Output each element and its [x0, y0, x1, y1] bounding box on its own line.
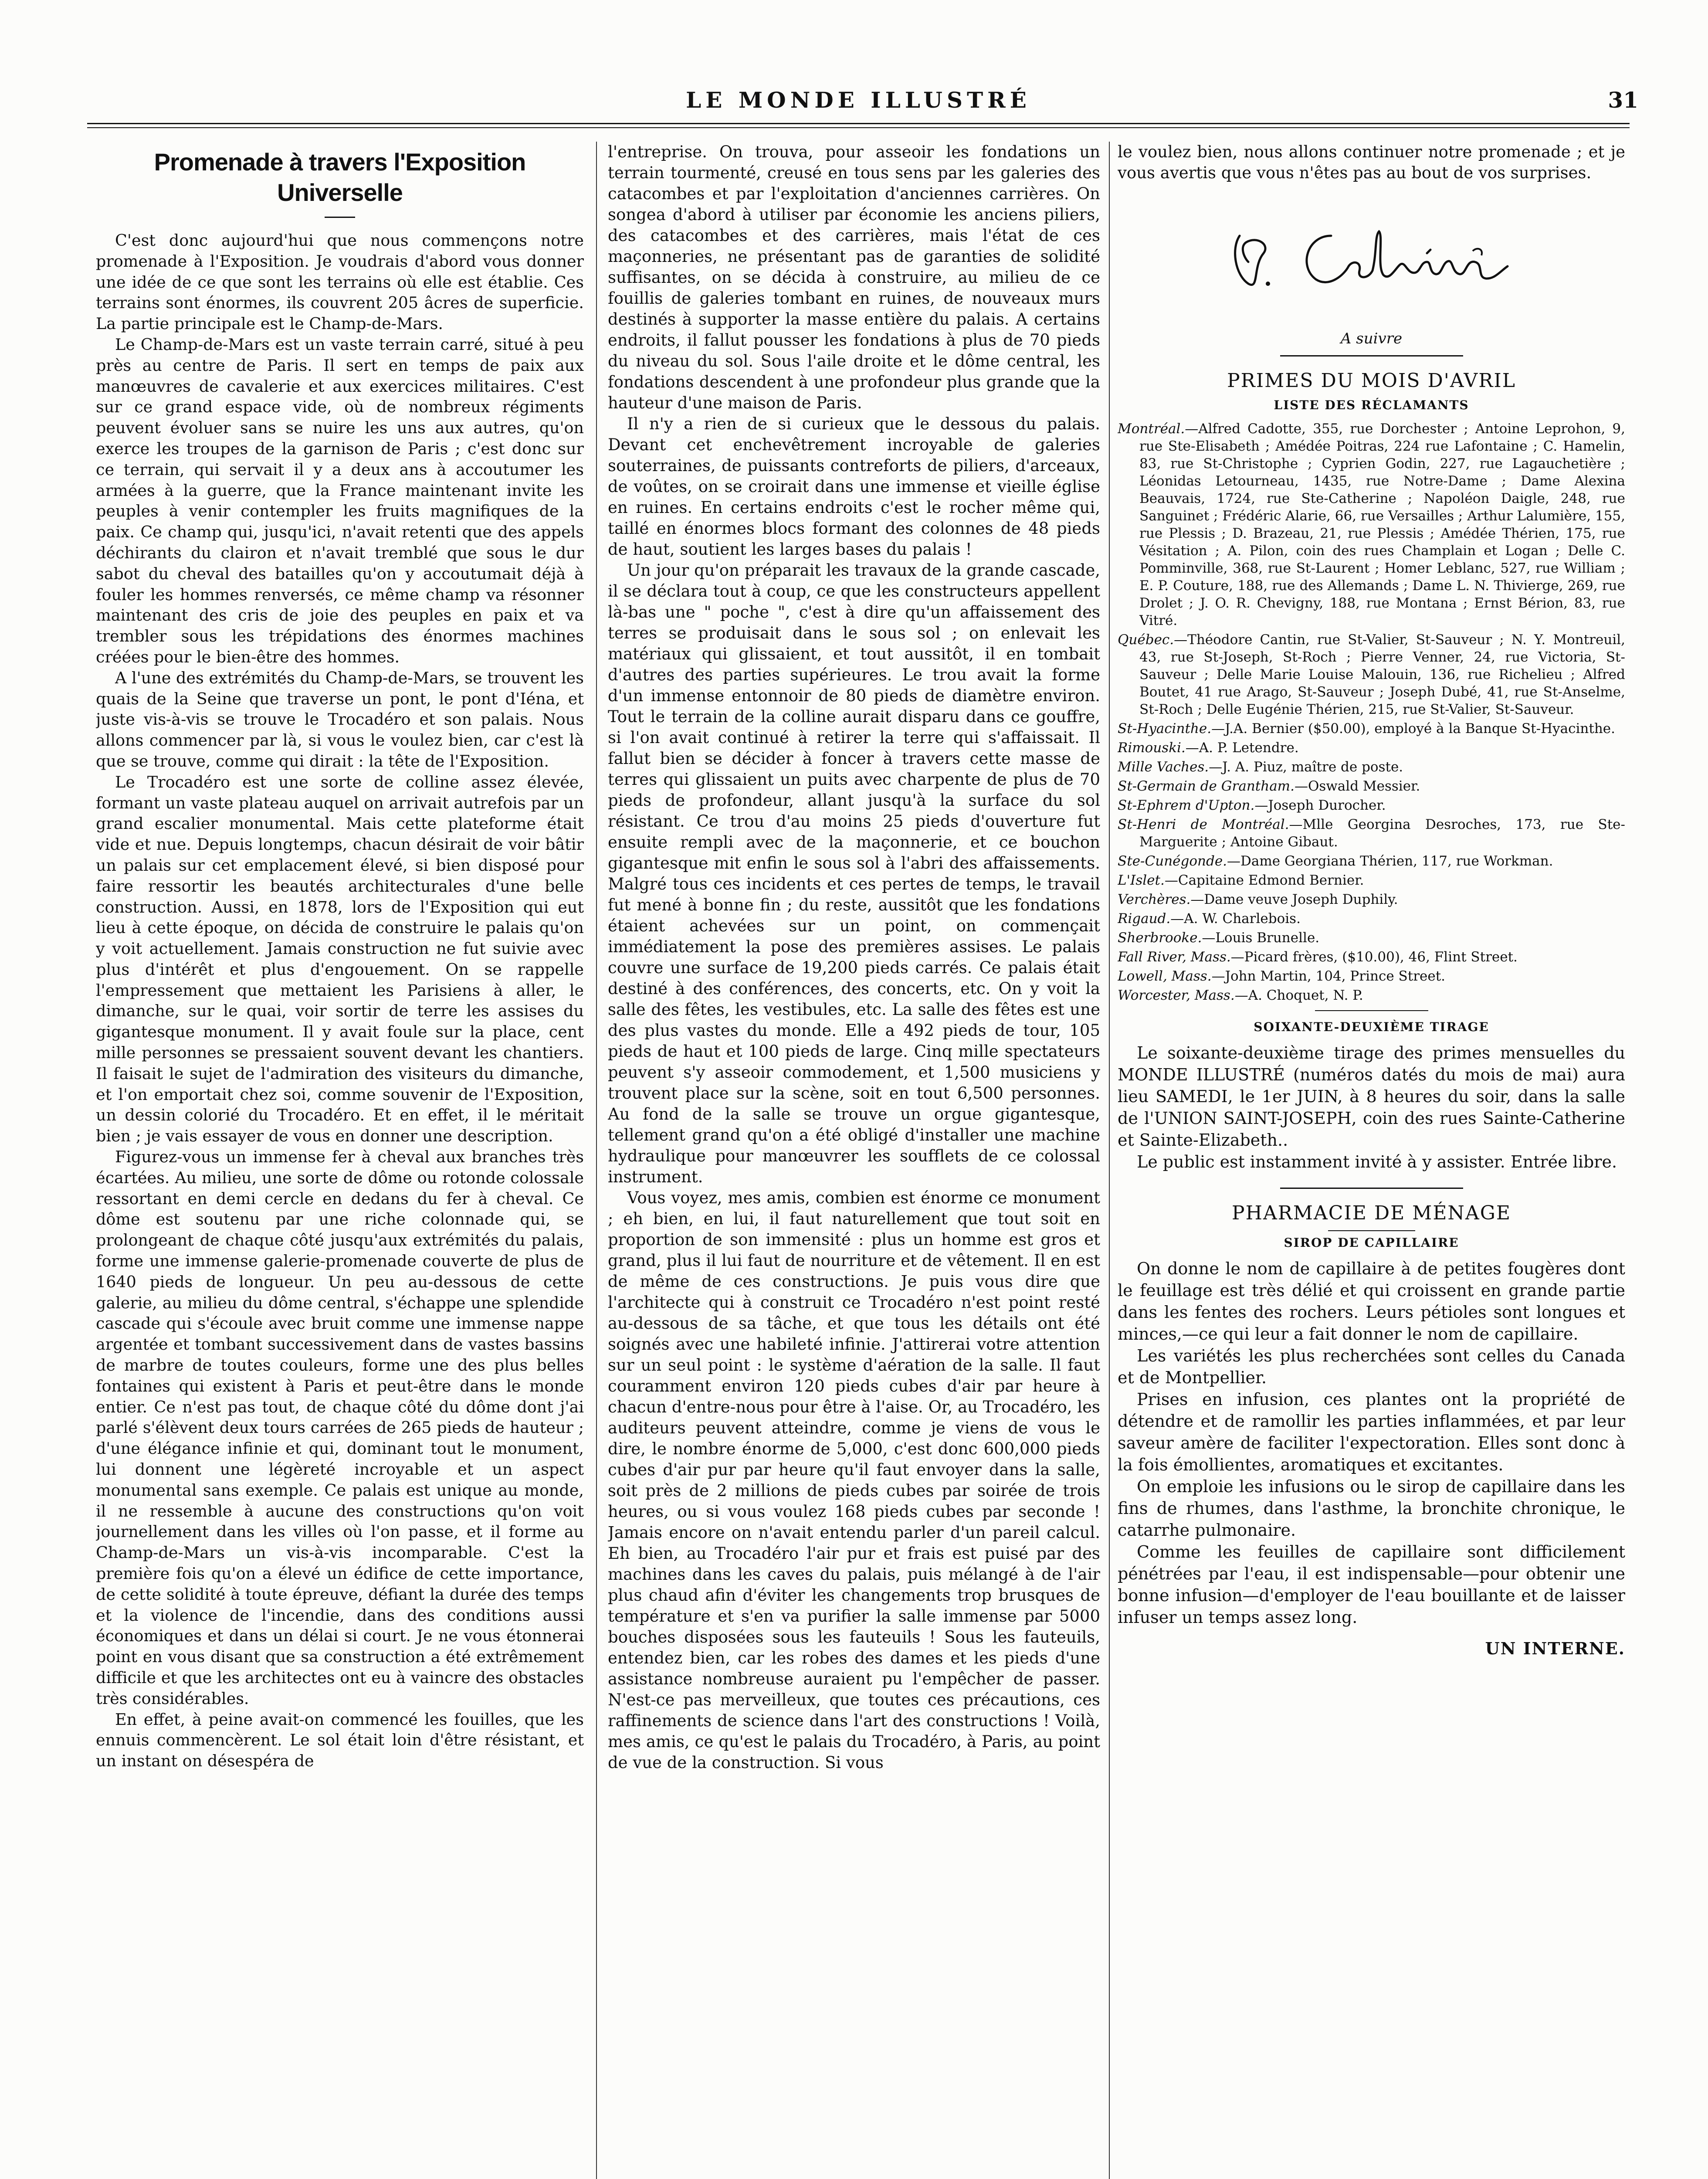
- column-2: [608, 142, 1100, 2179]
- place-name: Mille Vaches.: [1118, 759, 1209, 775]
- article-paragraph: l'entreprise. On trouva, pour asseoir les fondations un terrain tourmenté, creusé en tous sens par les galeries des catacombes et par l'exploitation d'anciennes carrières. On songea d'abord à utiliser par économie les anciens piliers, des catacombes et des carrières, mais l'état de ces maçonneries, ne présentant pas de garanties de solidité suffisantes, on se décida à construire, au milieu de ce fouillis de galeries tombant en ruines, de nouveaux murs destinés à supporter la masse entière du palais. A certains endroits, il fallut pousser les fondations à plus de 70 pieds du niveau du sol. Sous l'aile droite et le dôme central, les fondations descendent à une profondeur plus grande que la hauteur d'une maison de Paris.: [608, 143, 1100, 412]
- tirage-title: SOIXANTE-DEUXIÈME TIRAGE: [1254, 1020, 1489, 1034]
- entry-text: —Louis Brunelle.: [1202, 930, 1320, 946]
- place-name: Ste-Cunégonde.: [1118, 853, 1227, 869]
- entry-text: —Alfred Cadotte, 355, rue Dorchester ; Antoine Leprohon, 9, rue Ste-Elisabeth ; Amédée Poitras, 224 rue Lafontaine ; C. Hamelin, 83, rue St-Christophe ; Cyprien Godin, 227, rue Lagauchetière ; Léonidas Letourneau, 1435, rue Notre-Dame ; Dame Alexina Beauvais, 1724, rue Ste-Catherine ; Napoléon Daigle, 248, rue Sanguinet ; Frédéric Alarie, 66, rue Versailles ; Arthur Lalumière, 155, rue Plessis ; D. Brazeau, 21, rue Plessis ; Amédée Thérien, 175, rue Vésitation ; A. Pilon, coin des rues Champlain et Logan ; Delle C. Pomminville, 368, rue St-Laurent ; Homer Leblanc, 527, rue William ; E. P. Couture, 188, rue des Allemands ; Dame L. N. Thivierge, 269, rue Drolet ; J. O. R. Chevigny, 188, rue Montana ; Ernst Bérion, 83, rue Vitré.: [1139, 421, 1625, 628]
- tirage-section: [1118, 1020, 1625, 1173]
- entry-text: —Joseph Durocher.: [1254, 798, 1386, 813]
- place-name: Verchères.: [1118, 892, 1191, 907]
- list-item: [1118, 852, 1625, 870]
- place-name: St-Ephrem d'Upton.: [1118, 798, 1255, 813]
- column-divider: [596, 142, 597, 2179]
- list-item: [1118, 872, 1625, 889]
- entry-text: —A. Choquet, N. P.: [1234, 988, 1363, 1003]
- tirage-paragraph: Le public est instamment invité à y assister. Entrée libre.: [1137, 1152, 1617, 1171]
- tirage-paragraph: Le soixante-deuxième tirage des primes mensuelles du MONDE ILLUSTRÉ (numéros datés du mois de mai) aura lieu SAMEDI, le 1er JUIN, à 8 heures du soir, dans la salle de l'UNION SAINT-JOSEPH, coin des rues Sainte-Catherine et Sainte-Elizabeth..: [1118, 1043, 1625, 1150]
- pharmacie-paragraph: Les variétés les plus recherchées sont celles du Canada et de Montpellier.: [1118, 1346, 1625, 1387]
- list-item: [1118, 816, 1625, 851]
- column-1: [96, 142, 584, 2179]
- pharmacie-subtitle: SIROP DE CAPILLAIRE: [1284, 1235, 1459, 1250]
- article-paragraph: Vous voyez, mes amis, combien est énorme ce monument ; eh bien, en lui, il faut naturellement que tout soit en proportion de son immensité : plus un homme est gros et grand, plus il lui faut de nourriture et de vêtement. Il en est de même de ces constructions. Je puis vous dire que l'architecte qui à construit ce Trocadéro n'est point resté au-dessous de sa tâche, et que tous les détails ont été soignés avec une habileté infinie. J'attirerai votre attention sur un seul point : le système d'aération de la salle. Il faut couramment environ 120 pieds cubes d'air par heure à chacun d'entre-nous pour être à l'aise. Or, au Trocadéro, les auditeurs peuvent atteindre, comme je viens de vous le dire, le nombre énorme de 5,000, c'est donc 600,000 pieds cubes d'air pur par heure qu'il faut envoyer dans la salle, soit près de 2 millions de pieds cubes par soirée de trois heures, ou si vous voulez 168 pieds cubes par seconde ! Jamais encore on n'avait entendu parler d'un pareil calcul. Eh bien, au Trocadéro l'air pur et frais est puisé par des machines dans les caves du palais, puis mélangé à de l'air plus chaud afin d'éviter les changements trop brusques de température et s'en va purifier la salle immense par 5000 bouches disposées sous les fauteuils ! Sous les fauteuils, entendez bien, car les robes des dames et les pieds d'une assistance nombreuse auraient pu l'empêcher de passer. N'est-ce pas merveilleux, que toutes ces précautions, ces raffinements de science dans l'art des constructions ! Voilà, mes amis, ce qu'est le palais du Trocadéro, à Paris, au point de vue de la construction. Si vous: [608, 1188, 1100, 1772]
- place-name: Montréal.: [1118, 421, 1185, 437]
- entry-text: —A. P. Letendre.: [1185, 740, 1299, 756]
- place-name: L'Islet.: [1118, 872, 1165, 888]
- column-3: [1118, 142, 1625, 2179]
- list-item: [1118, 987, 1625, 1004]
- signature-image: [1222, 218, 1518, 305]
- section-rule: [1315, 1010, 1428, 1011]
- primes-title: PRIMES DU MOIS D'AVRIL: [1227, 370, 1516, 392]
- pharmacie-section: [1118, 1202, 1625, 1660]
- list-item: [1118, 967, 1625, 985]
- list-item: [1118, 910, 1625, 927]
- section-rule: [1280, 1188, 1463, 1189]
- entry-text: —John Martin, 104, Prince Street.: [1211, 968, 1446, 984]
- section-rule: [1280, 355, 1463, 356]
- entry-text: —Dame Georgiana Thérien, 117, rue Workman.: [1227, 853, 1553, 869]
- running-head: [87, 87, 1638, 122]
- list-item: [1118, 948, 1625, 966]
- place-name: Lowell, Mass.: [1118, 968, 1212, 984]
- article-paragraph: Le Trocadéro est une sorte de colline assez élevée, formant un vaste plateau auquel on arrivait autrefois par un grand escalier monumental. Mais cette plateforme était vide et nue. Depuis longtemps, chacun désirait de voir bâtir un palais sur cet emplacement élevé, si bien disposé pour faire ressortir les beautés architecturales d'une belle construction. Aussi, en 1878, lors de l'Exposition qui eut lieu à cette époque, on décida de construire le palais qu'on y voit actuellement. Jamais construction ne fut suivie avec plus d'intérêt et plus d'engouement. On se rappelle l'empressement que mettaient les Parisiens à aller, le dimanche, sur le quai, voir sortir de terre les assises du gigantesque monument. Il y avait foule sur la place, cent mille personnes se pressaient souvent devant les chantiers. Il faisait le sujet de l'admiration des visiteurs du dimanche, et l'on emportait chez soi, comme souvenir de l'Exposition, un dessin colorié du Trocadéro. Et en effet, il le méritait bien ; je vais essayer de vous en donner une description.: [96, 772, 584, 1146]
- entry-text: —Picard frères, ($10.00), 46, Flint Street.: [1230, 949, 1518, 965]
- entry-text: —Dame veuve Joseph Duphily.: [1190, 892, 1398, 907]
- article-paragraph: Un jour qu'on préparait les travaux de la grande cascade, il se déclara tout à coup, ce que les constructeurs appellent là-bas une " poche ", c'est à dire qu'un affaissement des terres se produisait dans le sous sol ; on enlevait les matériaux qui glissaient, et tout aussitôt, il en tombait d'autres des parties supérieures. Le trou avait la forme d'un immense entonnoir de 80 pieds de diamètre environ. Tout le terrain de la colline aurait disparu dans ce gouffre, si l'on avait continué à retirer la terre qui s'affaissait. Il fallut bien se décider à foncer à travers cette masse de terres qui glissaient un puits avec charpente de plus de 70 pieds de profondeur, allant jusqu'à la surface du sol résistant. Ce trou d'au moins 25 pieds d'ouverture fut ensuite rempli avec de la maçonnerie, et ce bouchon gigantesque mit enfin le sous sol à l'abri des affaissements. Malgré tous ces incidents et ces pertes de temps, le travail fut mené à bonne fin ; du reste, aussitôt que les fondations étaient achevées sur un point, on commençait immédiatement la pose des premières assises. Le palais couvre une surface de 19,200 pieds carrés. Ce palais était destiné à des conférences, des concerts, etc. On y voit la salle des fêtes, les vestibules, etc. La salle des fêtes est une des plus vastes du monde. Elle a 492 pieds de tour, 105 pieds de haut et 100 pieds de large. Cinq mille spectateurs peuvent s'y asseoir commodement, et 1,500 musiciens y trouvent place sur la scène, soit en tout 6,500 personnes. Au fond de la salle se trouve un orgue gigantesque, tellement grand qu'on a été obligé d'installer une machine hydraulique pour manœuvrer les soufflets de ce colossal instrument.: [608, 561, 1100, 1186]
- list-item: [1118, 758, 1625, 776]
- article-paragraph: Le Champ-de-Mars est un vaste terrain carré, situé à peu près au centre de Paris. Il sert en temps de paix aux manœuvres de cavalerie et aux exercices militaires. C'est sur ce grand espace vide, où de nombreux régiments peuvent évoluer sans se nuire les uns aux autres, qu'on exerce les troupes de la garnison de Paris ; c'est donc sur ce terrain, qui servait il y a deux ans à accoutumer les armées à la guerre, que la France maintenant invite les peuples à venir contempler les fruits magnifiques de la paix. Ce champ qui, jusqu'ici, n'avait retenti que des appels déchirants du clairon et n'avait tremblé que sous le dur sabot du cheval des batailles qu'on y accoutumait déjà à fouler les hommes renversés, ce même champ va résonner maintenant des cris de joie des peuples en paix et va trembler sous les trépidations des énormes machines créées pour le bien-être des hommes.: [96, 335, 584, 666]
- list-item: [1118, 739, 1625, 757]
- place-name: St-Henri de Montréal.: [1118, 817, 1289, 832]
- place-name: Fall River, Mass.: [1118, 949, 1231, 965]
- pharmacie-paragraph: Prises en infusion, ces plantes ont la propriété de détendre et de ramollir les parties inflammées, et par leur saveur amère de faciliter l'expectoration. Elles sont donc à la fois émollientes, aromatiques et excitantes.: [1118, 1390, 1625, 1474]
- list-item: [1118, 797, 1625, 814]
- article-paragraph: Figurez-vous un immense fer à cheval aux branches très écartées. Au milieu, une sorte de dôme ou rotonde colossale ressortant en demi cercle en dedans du fer à cheval. Ce dôme est soutenu par une riche colonnade qui, se prolongeant de chaque côté jusqu'aux extrémités du palais, forme une immense galerie-promenade couverte de plus de 1640 pieds de longueur. Un peu au-dessous de cette galerie, au milieu du dôme central, s'échappe une splendide cascade qui s'écoule avec bruit comme une immense nappe argentée et tombant successivement dans de vastes bassins de marbre de toutes couleurs, forme une des plus belles fontaines qui existent à Paris et peut-être dans le monde entier. Ce n'est pas tout, de chaque côté du dôme dont j'ai parlé s'élèvent deux tours carrées de 265 pieds de hauteur ; d'une élégance infinie et qui, dominant tout le monument, lui donnent une légèreté incroyable et un aspect monumental sans exemple. Ce palais est unique au monde, il ne ressemble à aucune des constructions qu'on voit journellement dans les villes où l'on passe, et il forme au Champ-de-Mars un vis-à-vis incomparable. C'est la première fois qu'on a élevé un édifice de cette importance, de cette solidité à toute épreuve, défiant la durée des temps et la violence de l'incendie, dans des conditions aussi économiques et dans un délai si court. Je ne vous étonnerai point en vous disant que sa construction a été extrêmement difficile et que les architectes ont eu à vaincre des obstacles très considérables.: [96, 1147, 584, 1708]
- place-name: St-Hyacinthe.: [1118, 721, 1212, 737]
- pharmacie-paragraph: On donne le nom de capillaire à de petites fougères dont le feuillage est très délié et qui croissent en grande partie dans les fentes des rochers. Leurs pétioles sont longues et minces,—ce qui leur a fait donner le nom de capillaire.: [1118, 1259, 1625, 1344]
- place-name: Sherbrooke.: [1118, 930, 1202, 946]
- article-paragraph: A l'une des extrémités du Champ-de-Mars, se trouvent les quais de la Seine que traverse un pont, le pont d'Iéna, et juste vis-à-vis se trouve le Trocadéro et son palais. Nous allons commencer par là, si vous le voulez bien, car c'est là que se trouve, comme qui dirait : la tête de l'Exposition.: [96, 668, 584, 770]
- signature: [1118, 188, 1625, 327]
- article-paragraph: Il n'y a rien de si curieux que le dessous du palais. Devant cet enchevêtrement incroyable de galeries souterraines, de puissants contreforts de piliers, d'arceaux, de voûtes, on se croirait dans une immense et vieille église en ruines. En certains endroits c'est le rocher même qui, taillé en énormes blocs formant des colonnes de 48 pieds de haut, soutient les larges bases du palais !: [608, 414, 1100, 559]
- header-rule: [87, 123, 1630, 128]
- column-divider: [1109, 142, 1110, 2179]
- entry-text: —J.A. Bernier ($50.00), employé à la Banque St-Hyacinthe.: [1211, 721, 1616, 737]
- entry-text: —Oswald Messier.: [1294, 778, 1420, 794]
- page-number: 31: [1608, 87, 1638, 113]
- entry-text: —J. A. Piuz, maître de poste.: [1209, 759, 1403, 775]
- list-item: [1118, 929, 1625, 947]
- entry-text: —Théodore Cantin, rue St-Valier, St-Sauveur ; N. Y. Montreuil, 43, rue St-Joseph, St-Roch ; Pierre Venner, 24, rue Victoria, St-Sauveur ; Delle Marie Louise Malouin, 136, rue Richelieu ; Alfred Boutet, 41 rue Arago, St-Sauveur ; Joseph Dubé, 41, rue St-Anselme, St-Roch ; Delle Eugénie Thérien, 215, rue St-Valier, St-Sauveur.: [1139, 632, 1625, 717]
- pharmacie-title: PHARMACIE DE MÉNAGE: [1232, 1202, 1511, 1224]
- continued-note: A suivre: [1340, 330, 1403, 347]
- list-item: [1118, 420, 1625, 629]
- claimants-list: [1118, 420, 1625, 1004]
- article-paragraph: C'est donc aujourd'hui que nous commençons notre promenade à l'Exposition. Je voudrais d'abord vous donner une idée de ce que sont les terrains où elle est établie. Ces terrains sont énormes, ils couvrent 205 âcres de superficie. La partie principale est le Champ-de-Mars.: [96, 231, 584, 333]
- entry-text: —A. W. Charlebois.: [1170, 911, 1301, 927]
- entry-text: —Capitaine Edmond Bernier.: [1164, 872, 1364, 888]
- pharmacie-paragraph: Comme les feuilles de capillaire sont difficilement pénétrées par l'eau, il est indispensable—pour obtenir une bonne infusion—d'employer de l'eau bouillante et de laisser infuser un temps assez long.: [1118, 1542, 1625, 1627]
- signoff: UN INTERNE.: [1485, 1639, 1625, 1658]
- place-name: St-Germain de Grantham.: [1118, 778, 1295, 794]
- list-item: [1118, 777, 1625, 795]
- title-underline: [1328, 1230, 1415, 1231]
- list-item: [1118, 720, 1625, 737]
- list-item: [1118, 891, 1625, 908]
- article-paragraph: le voulez bien, nous allons continuer notre promenade ; et je vous avertis que vous n'êtes pas au bout de vos surprises.: [1118, 143, 1625, 182]
- entry-text: —Mlle Georgina Desroches, 173, rue Ste-Marguerite ; Antoine Gibaut.: [1139, 817, 1625, 850]
- article-title: Promenade à travers l'Exposition Universelle: [154, 148, 526, 206]
- primes-subtitle: LISTE DES RÉCLAMANTS: [1274, 398, 1469, 412]
- place-name: Québec.: [1118, 632, 1174, 648]
- pharmacie-paragraph: On emploie les infusions ou le sirop de capillaire dans les fins de rhumes, dans l'asthme, la bronchite chronique, le catarrhe pulmonaire.: [1118, 1477, 1625, 1540]
- article-paragraph: En effet, à peine avait-on commencé les fouilles, que les ennuis commencèrent. Le sol était loin d'être résistant, et un instant on désespéra de: [96, 1710, 584, 1771]
- list-item: [1118, 631, 1625, 718]
- place-name: Rigaud.: [1118, 911, 1171, 927]
- journal-title: LE MONDE ILLUSTRÉ: [686, 87, 1031, 113]
- place-name: Rimouski.: [1118, 740, 1186, 756]
- title-dash: [325, 217, 355, 218]
- place-name: Worcester, Mass.: [1118, 988, 1235, 1003]
